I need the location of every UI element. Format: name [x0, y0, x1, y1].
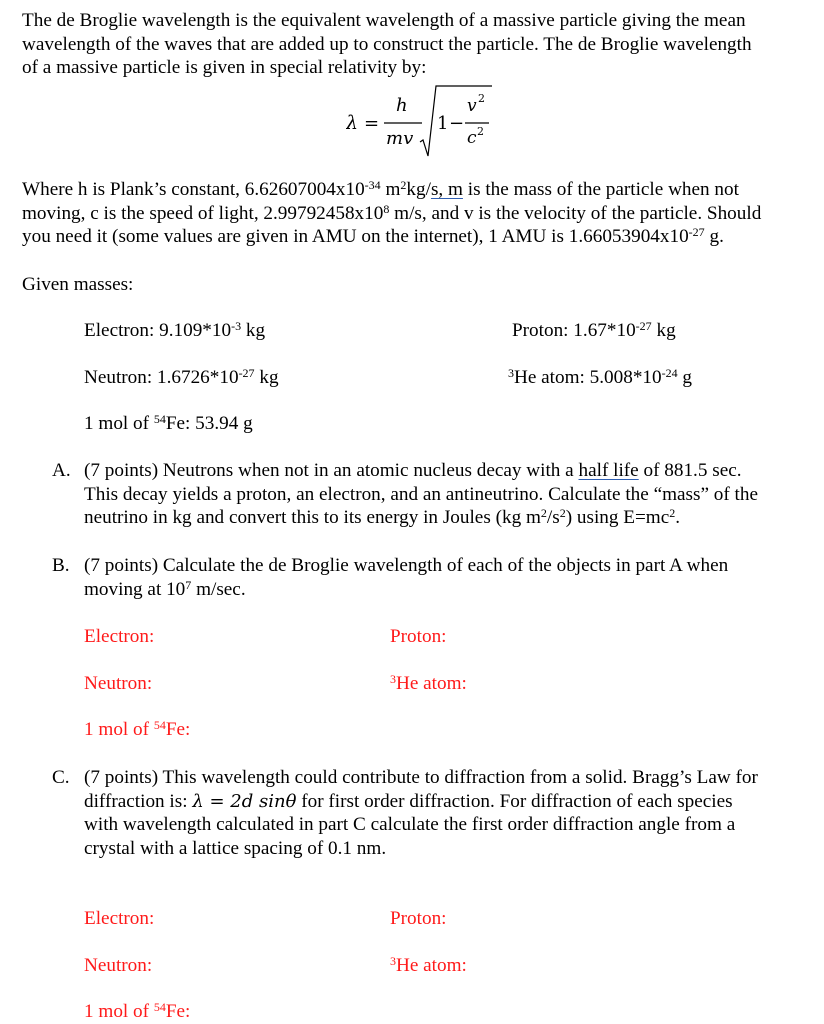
- spellcheck-underline: s, m: [430, 179, 463, 200]
- where-line-2: moving, c is the speed of light, $2.99792458x10^8$ m/s, and v is the velocity of the particle. Should: [22, 201, 762, 224]
- given-electron: Electron: $9.109*10^{-3}$ kg: [84, 319, 266, 341]
- intro-paragraph: [22, 9, 817, 80]
- part-a-line-1: (7 points) Neutrons when not in an atomic nucleus decay with a half life of 881.5 sec.: [84, 460, 742, 481]
- part-a-letter: A.: [52, 460, 71, 481]
- half-life-underline: half life: [578, 460, 639, 481]
- answer-c-electron: Electron:: [84, 908, 155, 929]
- answer-c-iron: 1 mol of $^{54}$Fe:: [84, 1000, 191, 1022]
- answer-b-iron: 1 mol of $^{54}$Fe:: [84, 718, 191, 740]
- given-helium: $^3$He atom: $5.008*10^{-24}$ g: [508, 366, 693, 388]
- part-c-line-4: crystal with a lattice spacing of 0.1 nm.: [84, 837, 387, 859]
- answer-b-electron: Electron:: [84, 626, 155, 647]
- definitions-paragraph: [22, 178, 817, 249]
- answer-b-proton: Proton:: [390, 626, 447, 647]
- part-b-line-1: (7 points) Calculate the de Broglie wavelength of each of the objects in part A when: [84, 555, 729, 576]
- bragg-law-formula: λ = 2d sinθ: [192, 790, 297, 812]
- where-line-3: you need it (some values are given in AMU on the internet), 1 AMU is $1.66053904x10^{-27}$ g.: [22, 225, 724, 247]
- eq-minus: −: [449, 113, 465, 134]
- intro-line-2: wavelength of the waves that are added up to construct the particle. The de Broglie wavelength: [22, 33, 752, 55]
- where-line-1: Where h is Plank’s constant, $6.62607004x10^{-34}$ $m^2kg/s$, m is the mass of the particle when not: [22, 178, 739, 200]
- eq-numerator-h: h: [396, 95, 408, 116]
- given-iron: 1 mol of $^{54}$Fe: 53.94 g: [84, 412, 253, 434]
- answer-c-proton: Proton:: [390, 908, 447, 929]
- given-neutron: Neutron: $1.6726*10^{-27}$ kg: [84, 366, 279, 388]
- eq-denominator-mv: mv: [386, 128, 414, 149]
- de-broglie-equation: [346, 84, 506, 160]
- eq-c-exp: 2: [477, 125, 484, 138]
- part-a-line-3: neutrino in kg and convert this to its energy in Joules (kg $m^2/s^2$) using $E=mc^2$.: [84, 506, 681, 528]
- eq-v-exp: 2: [478, 92, 485, 105]
- given-proton: Proton: $1.67*10^{-27}$ kg: [512, 319, 676, 341]
- intro-line-1: The de Broglie wavelength is the equivalent wavelength of a massive particle giving the mean: [22, 10, 746, 31]
- part-b-line-2: moving at $10^7$ m/sec.: [84, 577, 246, 600]
- answer-c-helium: $^3$He atom:: [390, 954, 467, 976]
- part-c-line-3: with wavelength calculated in part C calculate the first order diffraction angle from a: [84, 814, 736, 835]
- answer-b-neutron: Neutron:: [84, 673, 153, 694]
- eq-v: v: [467, 96, 477, 116]
- part-c-letter: C.: [52, 767, 70, 788]
- part-a-line-2: This decay yields a proton, an electron, and an antineutrino. Calculate the “mass” of the: [84, 483, 758, 505]
- eq-lambda: λ: [346, 112, 359, 134]
- answer-c-neutron: Neutron:: [84, 955, 153, 976]
- eq-c: c: [467, 128, 477, 148]
- answer-b-helium: $^3$He atom:: [390, 672, 467, 694]
- eq-equals: =: [364, 113, 380, 134]
- given-masses-heading: Given masses:: [22, 274, 134, 295]
- part-b-letter: B.: [52, 555, 70, 576]
- part-c-line-2: diffraction is: λ = 2d sinθ for first order diffraction. For diffraction of each species: [84, 790, 733, 812]
- eq-one: 1: [437, 113, 449, 134]
- intro-line-3: of a massive particle is given in special relativity by:: [22, 57, 427, 78]
- part-c-line-1: (7 points) This wavelength could contribute to diffraction from a solid. Bragg’s Law for: [84, 767, 758, 788]
